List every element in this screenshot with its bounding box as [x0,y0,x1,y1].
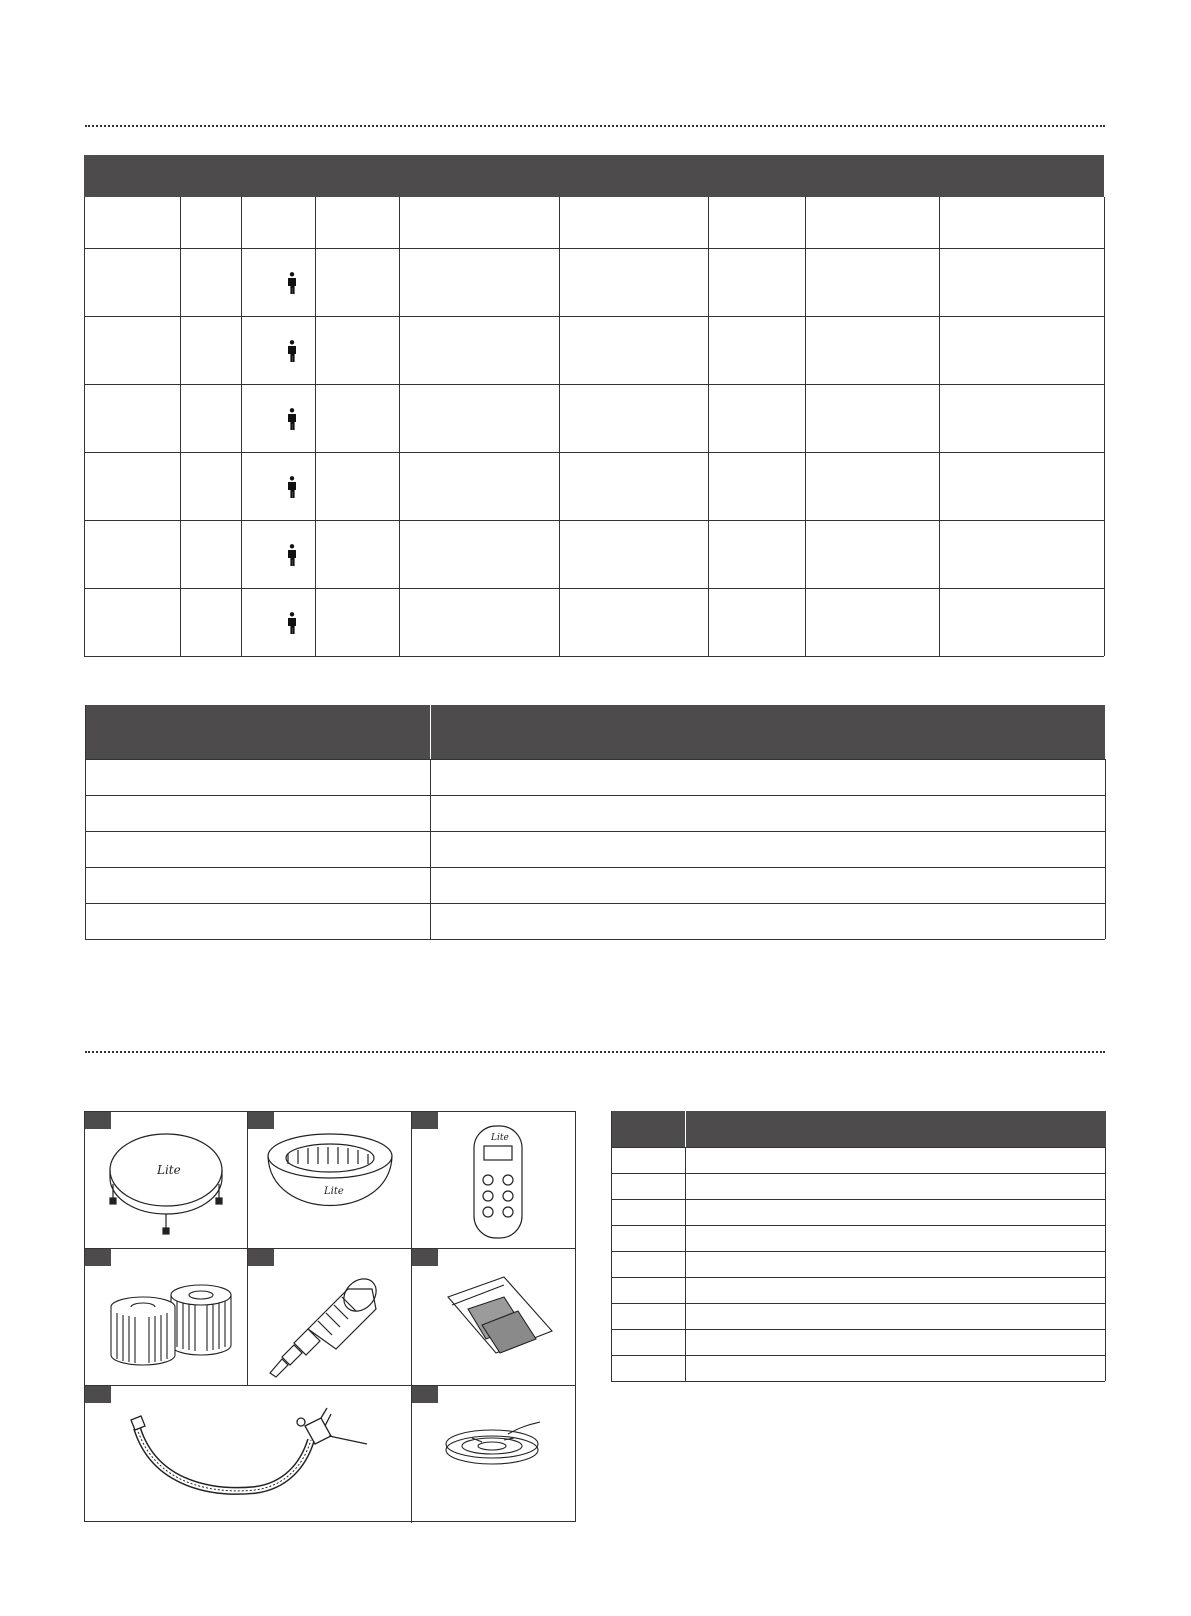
spec-table-cell [400,520,560,588]
parts-list-header-cell [686,1111,1106,1147]
parts-list-cell [686,1147,1106,1173]
person-icon [287,544,297,566]
part-brand-text: Lite [324,1186,344,1197]
inflation-hose-icon [85,1386,412,1523]
parts-list-cell [686,1277,1106,1303]
spec-table-cell [806,452,940,520]
spec-table-cell [400,248,560,316]
parts-list-header-cell [612,1111,686,1147]
spec-table-cell [560,588,709,656]
settings-table-cell [86,795,431,831]
filter-cartridges-icon [85,1249,248,1386]
spec-table-cell [709,452,806,520]
parts-list-cell [686,1173,1106,1199]
spec-table-title-bar [84,155,1104,197]
middle-dotted-divider [85,1051,1105,1053]
spec-table-cell [316,316,400,384]
part-pump-connector [248,1249,412,1386]
spec-table-grid [84,197,1104,657]
parts-list-cell [686,1355,1106,1381]
parts-list-cell [612,1251,686,1277]
spec-table-cell [709,248,806,316]
settings-header-cell [431,705,1106,759]
parts-list-cell [612,1225,686,1251]
spec-table-cell [242,452,316,520]
spec-table-cell [940,588,1105,656]
settings-table-cell [431,759,1106,795]
part-inflation-hose [85,1386,412,1523]
spec-header-cell [316,197,400,248]
spec-header-cell [242,197,316,248]
spec-table-cell [85,248,181,316]
spec-table-cell [560,520,709,588]
spec-table-cell [709,520,806,588]
spec-table-cell [316,384,400,452]
spec-table [84,155,1104,657]
part-spa-tub [248,1112,412,1249]
spec-table-cell [316,248,400,316]
spec-header-cell [709,197,806,248]
settings-table-cell [86,903,431,939]
spec-table-cell [400,452,560,520]
spec-table-cell [709,588,806,656]
spec-table-cell [709,316,806,384]
spec-table-cell [85,452,181,520]
spec-table-cell [560,248,709,316]
part-spa-cover [85,1112,248,1249]
parts-list-cell [686,1303,1106,1329]
person-icon [287,340,297,362]
spec-table-cell [181,316,242,384]
pump-connector-icon [248,1249,412,1386]
spec-table-cell [806,384,940,452]
spec-table-cell [242,588,316,656]
spec-table-cell [85,316,181,384]
spec-table-cell [242,316,316,384]
parts-list-cell [612,1199,686,1225]
person-icon [287,612,297,634]
spec-table-cell [181,520,242,588]
top-dotted-divider [85,125,1105,127]
spec-table-cell [940,520,1105,588]
person-icon [287,272,297,294]
spec-header-cell [560,197,709,248]
spa-tub-icon [248,1112,412,1249]
parts-illustration-grid [84,1111,576,1522]
parts-list-cell [612,1329,686,1355]
parts-list-cell [612,1173,686,1199]
spec-table-cell [85,384,181,452]
spa-cover-icon [85,1112,248,1249]
parts-list-cell [686,1329,1106,1355]
spec-table-cell [806,316,940,384]
settings-table-cell [86,867,431,903]
part-repair-patch-bag [412,1249,575,1386]
spec-header-cell [940,197,1105,248]
part-brand-text: Lite [157,1163,181,1177]
settings-table-cell [86,831,431,867]
parts-list-cell [612,1277,686,1303]
remote-control-icon [412,1112,575,1249]
spec-table-cell [400,384,560,452]
spec-table-cell [242,384,316,452]
settings-table-cell [431,903,1106,939]
parts-list-cell [612,1147,686,1173]
spec-table-cell [806,248,940,316]
settings-table [85,705,1105,940]
spec-table-cell [85,520,181,588]
spec-table-cell [316,520,400,588]
spec-header-cell [181,197,242,248]
parts-list-cell [612,1303,686,1329]
person-icon [287,408,297,430]
spec-table-cell [940,452,1105,520]
spec-table-cell [560,384,709,452]
spec-table-cell [181,248,242,316]
settings-table-cell [431,831,1106,867]
settings-table-cell [86,759,431,795]
spec-header-cell [400,197,560,248]
spec-header-cell [85,197,181,248]
tape-roll-icon [412,1386,575,1523]
spec-table-cell [806,520,940,588]
spec-table-cell [316,588,400,656]
person-icon [287,476,297,498]
spec-table-cell [806,588,940,656]
settings-table-cell [431,795,1106,831]
spec-table-cell [242,520,316,588]
spec-table-cell [85,588,181,656]
spec-table-cell [560,452,709,520]
spec-table-cell [181,384,242,452]
spec-table-cell [940,384,1105,452]
parts-list-table [611,1111,1105,1382]
spec-table-cell [400,316,560,384]
parts-list-cell [686,1225,1106,1251]
settings-table-cell [431,867,1106,903]
spec-table-cell [181,588,242,656]
parts-list-cell [686,1199,1106,1225]
spec-table-cell [560,316,709,384]
spec-table-cell [242,248,316,316]
spec-table-cell [316,452,400,520]
part-brand-text: Lite [491,1133,509,1143]
repair-patch-bag-icon [412,1249,575,1386]
part-remote-control [412,1112,575,1249]
parts-list-cell [612,1355,686,1381]
spec-table-cell [400,588,560,656]
parts-list-cell [686,1251,1106,1277]
spec-table-cell [709,384,806,452]
spec-header-cell [806,197,940,248]
settings-header-cell [86,705,431,759]
spec-table-cell [940,248,1105,316]
part-filter-cartridges [85,1249,248,1386]
spec-table-cell [181,452,242,520]
part-tape-roll [412,1386,575,1523]
spec-table-cell [940,316,1105,384]
